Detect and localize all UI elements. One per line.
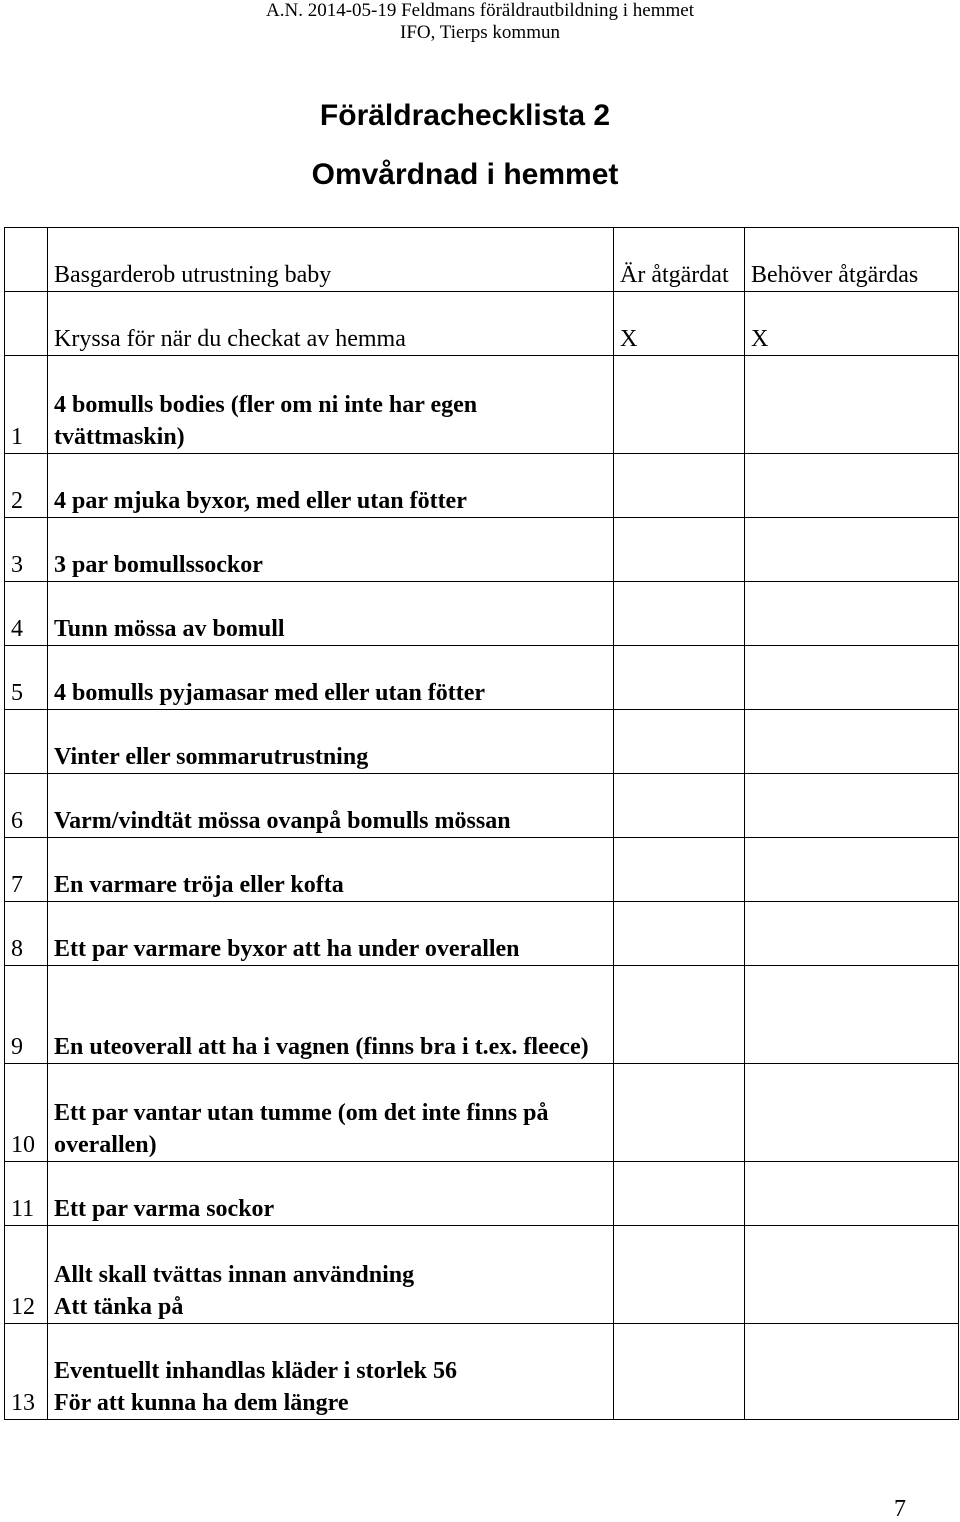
header-num-cell xyxy=(5,228,48,292)
checkbox-done[interactable] xyxy=(614,838,745,902)
item-number: 2 xyxy=(5,454,48,518)
item-text: 3 par bomullssockor xyxy=(48,518,614,582)
checkbox-need[interactable] xyxy=(745,454,959,518)
table-row xyxy=(5,582,959,646)
checkbox-done[interactable] xyxy=(614,518,745,582)
item-text: Ett par varmare byxor att ha under overallen xyxy=(48,902,614,966)
item-number: 7 xyxy=(5,838,48,902)
instruction-num-cell xyxy=(5,292,48,356)
checkbox-done[interactable] xyxy=(614,774,745,838)
checkbox-done[interactable] xyxy=(614,582,745,646)
table-row xyxy=(5,902,959,966)
item-number: 4 xyxy=(5,582,48,646)
item-text: 4 par mjuka byxor, med eller utan fötter xyxy=(48,454,614,518)
item-text-cell xyxy=(48,1226,614,1324)
checkbox-need[interactable] xyxy=(745,582,959,646)
checkbox-need[interactable] xyxy=(745,1226,959,1324)
page-header xyxy=(0,0,960,46)
item-text-cell xyxy=(48,1324,614,1420)
checkbox-need[interactable] xyxy=(745,518,959,582)
checkbox-done[interactable] xyxy=(614,646,745,710)
table-row xyxy=(5,1226,959,1324)
checkbox-need[interactable] xyxy=(745,838,959,902)
subsection-done-cell xyxy=(614,710,745,774)
mark-done: X xyxy=(614,292,745,356)
document-title: Föräldrachecklista 2 xyxy=(319,99,611,132)
item-text: Ett par varma sockor xyxy=(48,1162,614,1226)
item-text: Eventuellt inhandlas kläder i storlek 56 xyxy=(54,1358,457,1384)
item-text: Allt skall tvättas innan användning xyxy=(54,1262,415,1288)
checkbox-need[interactable] xyxy=(745,1324,959,1420)
item-number: 13 xyxy=(5,1324,48,1420)
table-row xyxy=(5,518,959,582)
item-number: 9 xyxy=(5,966,48,1064)
table-row xyxy=(5,966,959,1064)
item-text: Varm/vindtät mössa ovanpå bomulls mössan xyxy=(48,774,614,838)
table-row xyxy=(5,1162,959,1226)
table-row xyxy=(5,454,959,518)
item-text-line-2: För att kunna ha dem längre xyxy=(54,1390,349,1416)
column-header-need: Behöver åtgärdas xyxy=(745,228,959,292)
table-row xyxy=(5,646,959,710)
checkbox-need[interactable] xyxy=(745,966,959,1064)
item-text: 4 bomulls pyjamasar med eller utan fötter xyxy=(48,646,614,710)
table-row xyxy=(5,774,959,838)
item-number: 1 xyxy=(5,356,48,454)
item-number: 11 xyxy=(5,1162,48,1226)
item-number xyxy=(5,710,48,774)
item-number: 3 xyxy=(5,518,48,582)
subsection-need-cell xyxy=(745,710,959,774)
header-line-2: IFO, Tierps kommun xyxy=(400,22,560,43)
item-subheading: Att tänka på xyxy=(54,1294,184,1320)
table-row xyxy=(5,1324,959,1420)
checkbox-need[interactable] xyxy=(745,774,959,838)
mark-need: X xyxy=(745,292,959,356)
checklist-table xyxy=(4,227,959,1420)
checkbox-need[interactable] xyxy=(745,1162,959,1226)
checkbox-done[interactable] xyxy=(614,902,745,966)
item-text: En varmare tröja eller kofta xyxy=(48,838,614,902)
item-number: 8 xyxy=(5,902,48,966)
table-header-row xyxy=(5,228,959,292)
document-subtitle: Omvårdnad i hemmet xyxy=(311,158,619,191)
checkbox-done[interactable] xyxy=(614,966,745,1064)
section-heading: Basgarderob utrustning baby xyxy=(48,228,614,292)
item-text: En uteoverall att ha i vagnen (finns bra i t.ex. fleece) xyxy=(48,966,614,1064)
subsection-row xyxy=(5,710,959,774)
checkbox-done[interactable] xyxy=(614,1226,745,1324)
table-row xyxy=(5,356,959,454)
item-number: 12 xyxy=(5,1226,48,1324)
item-text: Ett par vantar utan tumme (om det inte finns på overallen) xyxy=(48,1064,614,1162)
item-text: Tunn mössa av bomull xyxy=(48,582,614,646)
checkbox-done[interactable] xyxy=(614,1324,745,1420)
subsection-heading: Vinter eller sommarutrustning xyxy=(48,710,614,774)
checkbox-need[interactable] xyxy=(745,1064,959,1162)
checkbox-need[interactable] xyxy=(745,646,959,710)
page-number: 7 xyxy=(894,1496,906,1522)
column-header-done: Är åtgärdat xyxy=(614,228,745,292)
checkbox-done[interactable] xyxy=(614,1162,745,1226)
checkbox-done[interactable] xyxy=(614,454,745,518)
checkbox-done[interactable] xyxy=(614,356,745,454)
checkbox-done[interactable] xyxy=(614,1064,745,1162)
checkbox-need[interactable] xyxy=(745,356,959,454)
checkbox-need[interactable] xyxy=(745,902,959,966)
table-row xyxy=(5,1064,959,1162)
table-row xyxy=(5,838,959,902)
instruction-text: Kryssa för när du checkat av hemma xyxy=(48,292,614,356)
item-number: 5 xyxy=(5,646,48,710)
item-number: 6 xyxy=(5,774,48,838)
header-line-1: A.N. 2014-05-19 Feldmans föräldrautbildning i hemmet xyxy=(266,0,694,21)
item-text: 4 bomulls bodies (fler om ni inte har egen tvättmaskin) xyxy=(48,356,614,454)
instruction-row xyxy=(5,292,959,356)
item-number: 10 xyxy=(5,1064,48,1162)
